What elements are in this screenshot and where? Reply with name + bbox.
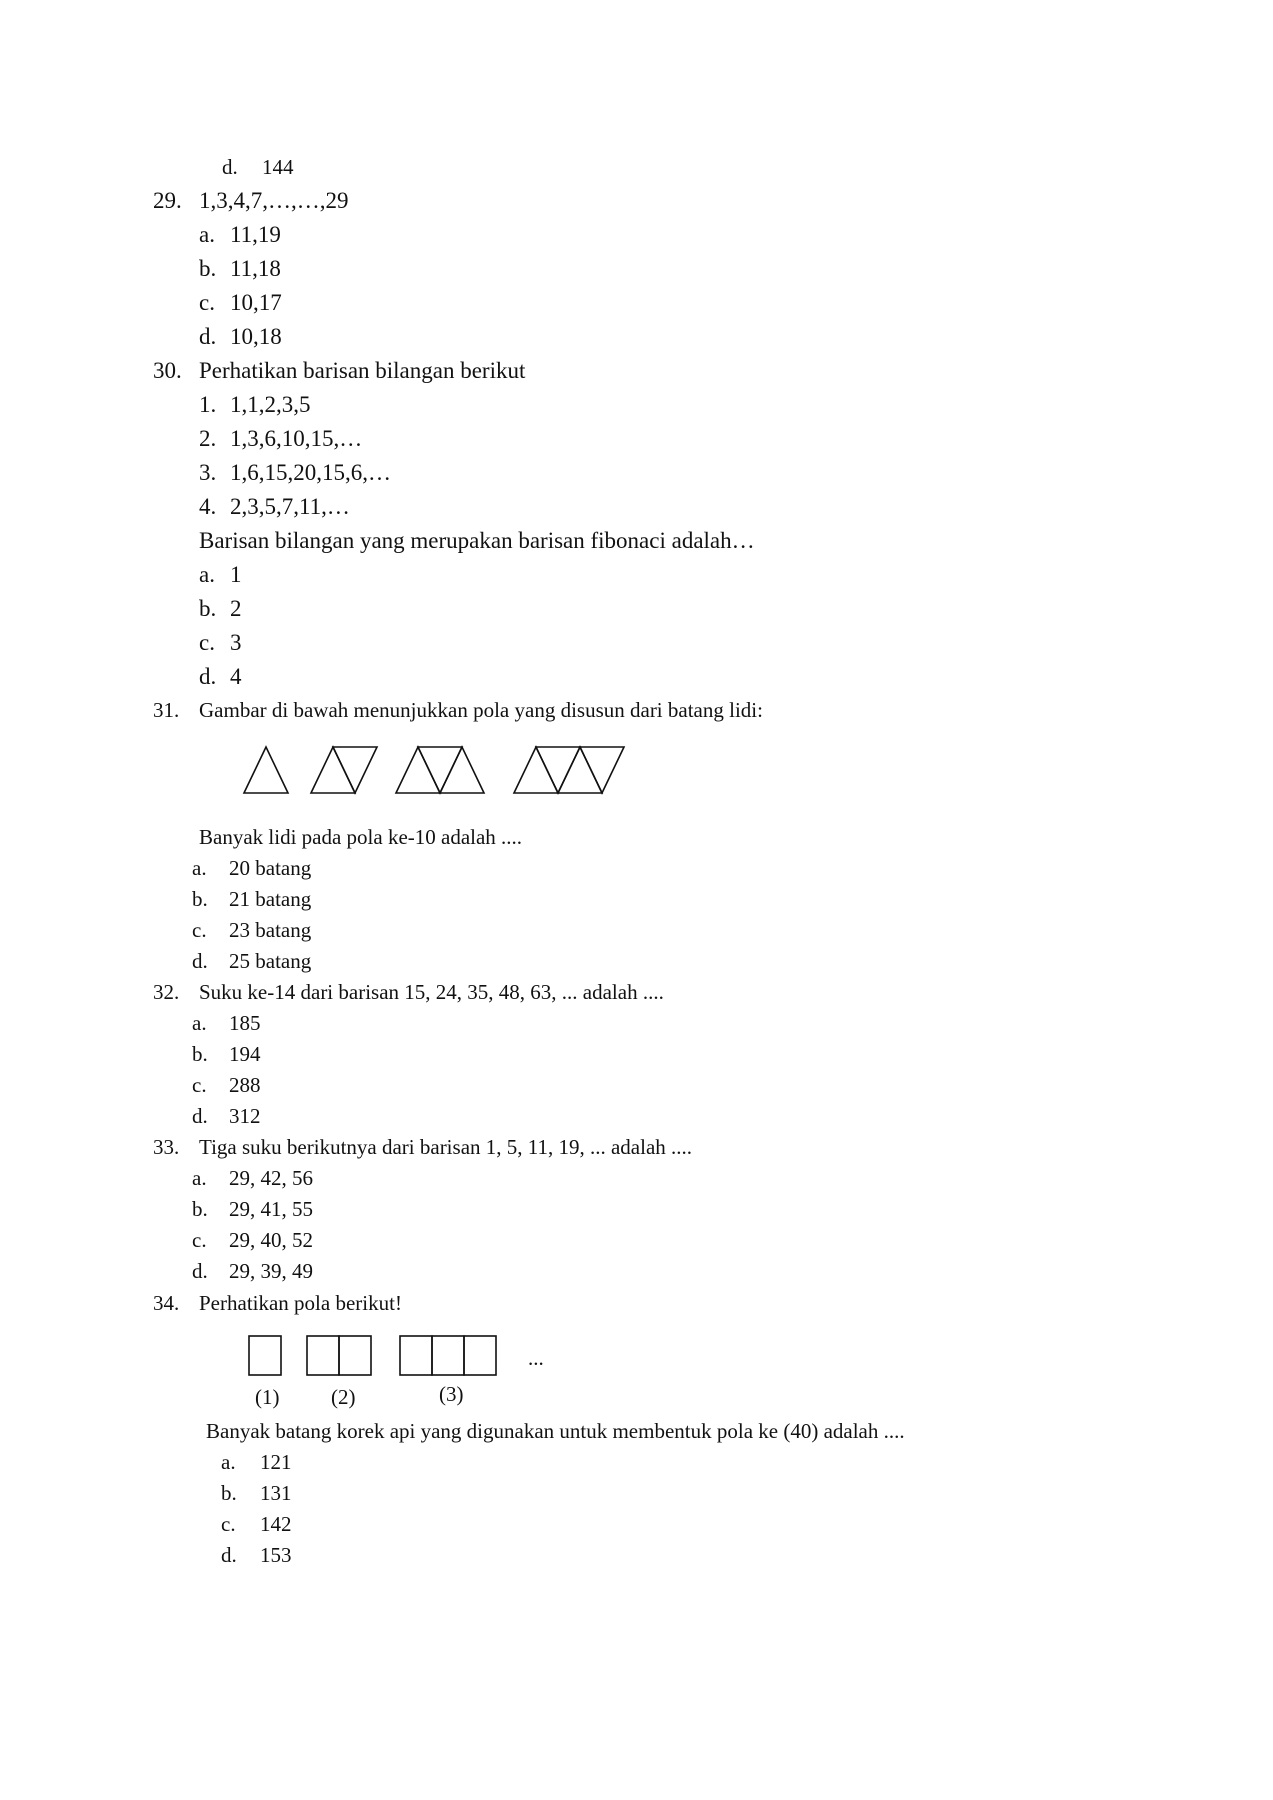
q30-item-3-text: 1,6,15,20,15,6,… — [230, 460, 391, 485]
q31-option-d-letter: d. — [192, 949, 208, 973]
q30-item-2-number: 2. — [199, 426, 217, 451]
q31-option-a-text: 20 batang — [229, 856, 312, 880]
q32-option-c-text: 288 — [229, 1073, 261, 1097]
q33-option-a-letter: a. — [192, 1166, 207, 1190]
q34-option-d-text: 153 — [260, 1543, 292, 1567]
q34-option-b-letter: b. — [221, 1481, 237, 1505]
q29-option-a-text: 11,19 — [230, 222, 281, 247]
q32-option-d-letter: d. — [192, 1104, 208, 1128]
q33-option-b-letter: b. — [192, 1197, 208, 1221]
q31-option-b-letter: b. — [192, 887, 208, 911]
q29-option-c-text: 10,17 — [230, 290, 282, 315]
triangle-pattern-4-up-2 — [558, 747, 602, 793]
q34-option-b-text: 131 — [260, 1481, 292, 1505]
square-pattern-3-b — [432, 1336, 464, 1375]
q30-option-d-text: 4 — [230, 664, 242, 689]
q30-number: 30. — [153, 358, 182, 383]
q31-option-a-letter: a. — [192, 856, 207, 880]
q30-item-3-number: 3. — [199, 460, 217, 485]
matchstick-square-pattern — [249, 1336, 496, 1375]
q30-item-2-text: 1,3,6,10,15,… — [230, 426, 363, 451]
triangle-pattern-2-down — [333, 747, 377, 793]
q34-pattern-ellipsis: ... — [528, 1346, 544, 1370]
square-pattern-3-c — [464, 1336, 496, 1375]
q30-option-d-letter: d. — [199, 664, 217, 689]
q30-option-b-text: 2 — [230, 596, 242, 621]
q32-option-d-text: 312 — [229, 1104, 261, 1128]
q34-text: Perhatikan pola berikut! — [199, 1291, 402, 1315]
triangle-pattern-4-up-1 — [514, 747, 558, 793]
q34-option-a-letter: a. — [221, 1450, 236, 1474]
triangle-pattern-4-down-1 — [536, 747, 580, 793]
q30-option-a-text: 1 — [230, 562, 242, 587]
q30-item-1-text: 1,1,2,3,5 — [230, 392, 311, 417]
q30-item-4-text: 2,3,5,7,11,… — [230, 494, 350, 519]
q33-option-c-letter: c. — [192, 1228, 207, 1252]
q28-option-d-letter: d. — [222, 155, 238, 179]
triangle-pattern-4-down-2 — [580, 747, 624, 793]
q32-option-a-text: 185 — [229, 1011, 261, 1035]
q34-option-d-letter: d. — [221, 1543, 237, 1567]
q29-option-d-letter: d. — [199, 324, 217, 349]
q33-option-a-text: 29, 42, 56 — [229, 1166, 313, 1190]
square-pattern-2-b — [339, 1336, 371, 1375]
q33-number: 33. — [153, 1135, 180, 1159]
triangle-pattern-1 — [244, 747, 288, 793]
q31-option-b-text: 21 batang — [229, 887, 312, 911]
q32-text: Suku ke-14 dari barisan 15, 24, 35, 48, 63, ... adalah .... — [199, 980, 664, 1004]
q29-option-b-text: 11,18 — [230, 256, 281, 281]
q29-option-b-letter: b. — [199, 256, 217, 281]
q30-option-b-letter: b. — [199, 596, 217, 621]
q34-label-3: (3) — [439, 1382, 464, 1406]
q28-option-d-text: 144 — [262, 155, 294, 179]
q31-option-d-text: 25 batang — [229, 949, 312, 973]
q34-option-c-text: 142 — [260, 1512, 292, 1536]
q34-number: 34. — [153, 1291, 180, 1315]
q31-text: Gambar di bawah menunjukkan pola yang disusun dari batang lidi: — [199, 698, 763, 722]
q33-option-b-text: 29, 41, 55 — [229, 1197, 313, 1221]
q31-option-c-letter: c. — [192, 918, 207, 942]
q33-option-d-letter: d. — [192, 1259, 208, 1283]
q34-option-a-text: 121 — [260, 1450, 292, 1474]
q30-option-c-letter: c. — [199, 630, 215, 655]
q34-option-c-letter: c. — [221, 1512, 236, 1536]
q29-option-d-text: 10,18 — [230, 324, 282, 349]
matchstick-triangle-pattern — [244, 747, 624, 793]
q33-text: Tiga suku berikutnya dari barisan 1, 5, 11, 19, ... adalah .... — [199, 1135, 693, 1159]
q33-option-c-text: 29, 40, 52 — [229, 1228, 313, 1252]
q32-option-a-letter: a. — [192, 1011, 207, 1035]
q30-option-a-letter: a. — [199, 562, 215, 587]
q32-number: 32. — [153, 980, 180, 1004]
q29-option-c-letter: c. — [199, 290, 215, 315]
q33-option-d-text: 29, 39, 49 — [229, 1259, 313, 1283]
triangle-pattern-3-up-2 — [440, 747, 484, 793]
q30-text: Perhatikan barisan bilangan berikut — [199, 358, 526, 383]
triangle-pattern-3-down — [418, 747, 462, 793]
q32-option-c-letter: c. — [192, 1073, 207, 1097]
triangle-pattern-2-up — [311, 747, 355, 793]
q30-option-c-text: 3 — [230, 630, 242, 655]
square-pattern-3-a — [400, 1336, 432, 1375]
q31-option-c-text: 23 batang — [229, 918, 312, 942]
q31-question: Banyak lidi pada pola ke-10 adalah .... — [199, 825, 523, 849]
q30-item-4-number: 4. — [199, 494, 217, 519]
q29-option-a-letter: a. — [199, 222, 215, 247]
q34-label-2: (2) — [331, 1385, 356, 1409]
square-pattern-1 — [249, 1336, 281, 1375]
q29-number: 29. — [153, 188, 182, 213]
q29-text: 1,3,4,7,…,…,29 — [199, 188, 349, 213]
triangle-pattern-3-up-1 — [396, 747, 440, 793]
q34-label-1: (1) — [255, 1385, 280, 1409]
q34-question: Banyak batang korek api yang digunakan untuk membentuk pola ke (40) adalah .... — [206, 1419, 905, 1443]
q32-option-b-text: 194 — [229, 1042, 261, 1066]
q30-item-1-number: 1. — [199, 392, 217, 417]
square-pattern-2-a — [307, 1336, 339, 1375]
q30-question: Barisan bilangan yang merupakan barisan fibonaci adalah… — [199, 528, 755, 553]
q32-option-b-letter: b. — [192, 1042, 208, 1066]
q31-number: 31. — [153, 698, 180, 722]
